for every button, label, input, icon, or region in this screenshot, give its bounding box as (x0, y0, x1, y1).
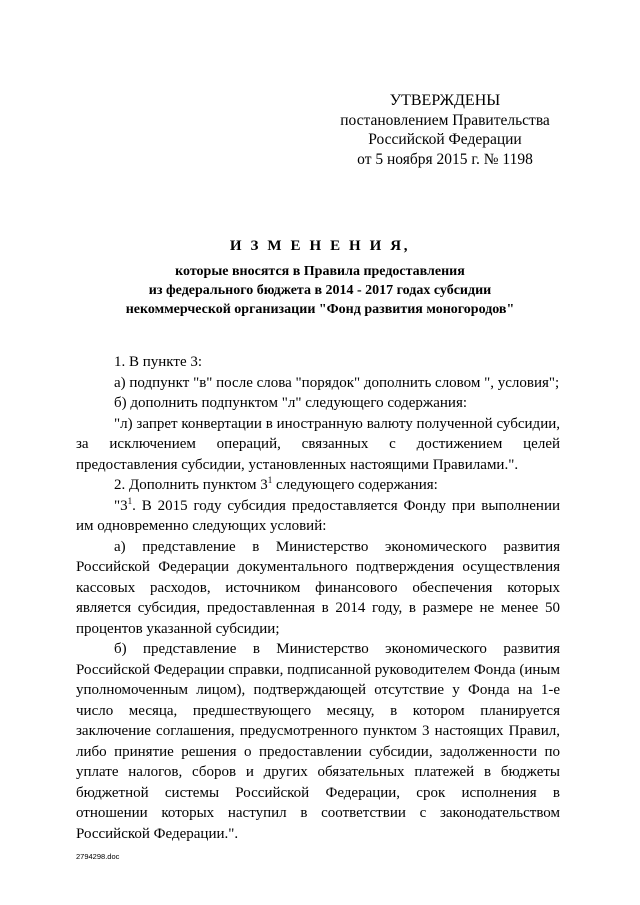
paragraph-text: . В 2015 году субсидия предоставляется Фонду при выполнении им одновременно следующих условий: (76, 497, 560, 534)
document-title: И З М Е Н Е Н И Я, (229, 238, 411, 254)
approval-heading: УТВЕРЖДЕНЫ (389, 92, 501, 109)
subtitle-line: некоммерческой организации "Фонд развития моногородов" (125, 302, 515, 317)
paragraph: "л) запрет конвертации в иностранную валюту полученной субсидии, за исключением операций, связанных с достижением целей предоставления субсидии, установленных настоящими Правилами.". (76, 415, 560, 473)
paragraph-text: "3 (114, 497, 128, 514)
paragraph (76, 475, 560, 496)
paragraph-text: 2. Дополнить пунктом 3 (114, 477, 268, 493)
paragraph (76, 496, 560, 537)
paragraph: 1. В пункте 3: (114, 354, 203, 370)
superscript: 1 (127, 495, 133, 506)
paragraph: а) представление в Министерство экономического развития Российской Федерации документального подтверждения осуществления кассовых расходов, источником финансового обеспечения которых является субсидия, предоставленная в 2014 году, в размере не менее 50 процентов указанной субсидии; (76, 538, 560, 637)
file-name-footer: 2794298.doc (76, 852, 120, 861)
approval-line: Российской Федерации (368, 131, 522, 148)
subtitle-line: из федерального бюджета в 2014 - 2017 годах субсидии (148, 283, 492, 298)
paragraph: б) представление в Министерство экономического развития Российской Федерации справки, подписанной руководителем Фонда (иным уполномоченным лицом), подтверждающей отсутствие у Фонда на 1-е число месяца, предшествующего месяцу, в котором планируется заключение соглашения, предусмотренного пунктом 3 настоящих Правил, либо принятие решения о предоставлении субсидии, задолженности по уплате налогов, сборов и других обязательных платежей в бюджеты бюджетной системы Российской Федерации, срок исполнения в отношении которых наступил в соответствии с законодательством Российской Федерации.". (76, 641, 560, 842)
approval-date-number: от 5 ноября 2015 г. № 1198 (357, 150, 533, 168)
paragraph: б) дополнить подпунктом "л" следующего содержания: (114, 395, 468, 411)
document-body (76, 352, 560, 844)
document-subtitle (80, 262, 560, 319)
paragraph: а) подпункт "в" после слова "порядок" дополнить словом ", условия"; (114, 374, 560, 391)
approval-stamp (330, 91, 560, 169)
paragraph-text: следующего содержания: (272, 477, 438, 493)
superscript: 1 (267, 475, 273, 485)
approval-line: постановлением Правительства (340, 111, 550, 129)
subtitle-line: которые вносятся в Правила предоставления (175, 264, 465, 279)
